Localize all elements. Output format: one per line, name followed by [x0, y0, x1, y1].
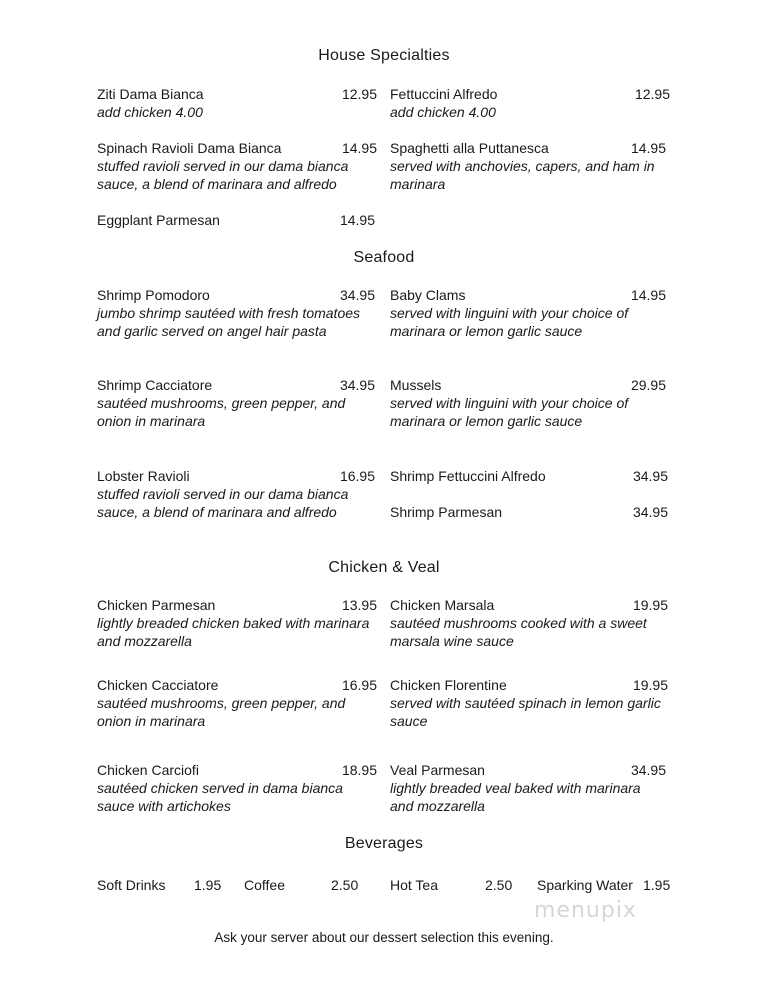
item-desc: stuffed ravioli served in our dama bianca sauce, a blend of marinara and alfredo	[97, 486, 349, 520]
item-price: 18.95	[341, 762, 377, 778]
item-price: 14.95	[341, 140, 377, 156]
menu-item	[390, 676, 668, 730]
beverage-price: 2.50	[485, 877, 513, 893]
item-desc: lightly breaded veal baked with marinara and mozzarella	[390, 780, 641, 814]
item-desc: jumbo shrimp sautéed with fresh tomatoes and garlic served on angel hair pasta	[97, 305, 361, 339]
item-price: 13.95	[341, 597, 377, 613]
menu-item	[97, 85, 377, 121]
item-price: 34.95	[632, 504, 668, 520]
item-price: 12.95	[634, 86, 670, 102]
menu-item	[97, 376, 375, 430]
item-price: 19.95	[632, 597, 668, 613]
item-desc: served with linguini with your choice of marinara or lemon garlic sauce	[390, 305, 629, 339]
item-desc: add chicken 4.00	[390, 104, 496, 120]
item-desc: served with linguini with your choice of marinara or lemon garlic sauce	[390, 395, 629, 429]
item-price: 34.95	[339, 287, 375, 303]
menu-item	[390, 376, 666, 430]
section-heading-house: House Specialties	[318, 47, 450, 64]
item-name: Shrimp Cacciatore	[97, 377, 213, 393]
item-price: 34.95	[630, 762, 666, 778]
menu-item	[97, 286, 375, 340]
item-name: Veal Parmesan	[390, 762, 485, 778]
item-desc: served with anchovies, capers, and ham in marinara	[390, 158, 655, 192]
menu-item	[97, 467, 375, 521]
item-price: 14.95	[630, 287, 666, 303]
beverage-name: Hot Tea	[390, 877, 438, 893]
item-desc: add chicken 4.00	[97, 104, 203, 120]
item-name: Spaghetti alla Puttanesca	[390, 140, 549, 156]
menu-item	[97, 761, 377, 815]
item-desc: stuffed ravioli served in our dama bianca sauce, a blend of marinara and alfredo	[97, 158, 349, 192]
menu-item	[97, 676, 377, 730]
menu-item	[390, 85, 670, 121]
menu-item	[390, 503, 668, 521]
item-name: Shrimp Parmesan	[390, 504, 503, 520]
item-name: Chicken Marsala	[390, 597, 495, 613]
menu-item	[390, 761, 666, 815]
item-name: Mussels	[390, 377, 442, 393]
item-desc: sautéed mushrooms cooked with a sweet marsala wine sauce	[390, 615, 647, 649]
item-price: 14.95	[339, 212, 375, 228]
item-name: Baby Clams	[390, 287, 466, 303]
beverage-item	[244, 876, 359, 894]
beverage-price: 2.50	[331, 877, 359, 893]
item-desc: sautéed chicken served in dama bianca sauce with artichokes	[97, 780, 343, 814]
beverage-price: 1.95	[194, 877, 222, 893]
menu-item	[390, 139, 666, 193]
beverage-price: 1.95	[643, 877, 671, 893]
item-desc: lightly breaded chicken baked with marinara and mozzarella	[97, 615, 370, 649]
menu-item	[390, 286, 666, 340]
beverage-item	[390, 876, 513, 894]
item-name: Chicken Carciofi	[97, 762, 199, 778]
item-desc: served with sautéed spinach in lemon garlic sauce	[390, 695, 661, 729]
beverage-name: Sparking Water	[537, 877, 633, 893]
menu-item	[390, 467, 668, 485]
watermark-logo: menupix	[534, 898, 637, 923]
item-name: Chicken Cacciatore	[97, 677, 219, 693]
beverage-item	[97, 876, 222, 894]
item-name: Chicken Florentine	[390, 677, 507, 693]
item-price: 16.95	[341, 677, 377, 693]
menu-item	[97, 211, 375, 229]
item-name: Fettuccini Alfredo	[390, 86, 498, 102]
section-heading-chicken: Chicken & Veal	[328, 559, 440, 576]
beverage-item	[537, 876, 671, 894]
item-price: 12.95	[341, 86, 377, 102]
item-price: 16.95	[339, 468, 375, 484]
item-name: Lobster Ravioli	[97, 468, 190, 484]
item-name: Chicken Parmesan	[97, 597, 216, 613]
section-heading-beverages: Beverages	[344, 835, 424, 852]
beverage-name: Soft Drinks	[97, 877, 166, 893]
item-name: Spinach Ravioli Dama Bianca	[97, 140, 282, 156]
menu-item	[97, 139, 377, 193]
item-price: 34.95	[339, 377, 375, 393]
footer-note: Ask your server about our dessert selection this evening.	[214, 930, 554, 945]
item-price: 19.95	[632, 677, 668, 693]
menu-item	[97, 596, 377, 650]
item-name: Shrimp Pomodoro	[97, 287, 210, 303]
item-price: 14.95	[630, 140, 666, 156]
item-name: Eggplant Parmesan	[97, 212, 220, 228]
item-desc: sautéed mushrooms, green pepper, and onion in marinara	[97, 695, 346, 729]
item-price: 29.95	[630, 377, 666, 393]
section-heading-seafood: Seafood	[353, 249, 415, 266]
item-name: Ziti Dama Bianca	[97, 86, 204, 102]
item-desc: sautéed mushrooms, green pepper, and onion in marinara	[97, 395, 346, 429]
beverage-name: Coffee	[244, 877, 285, 893]
item-name: Shrimp Fettuccini Alfredo	[390, 468, 546, 484]
menu-item	[390, 596, 668, 650]
item-price: 34.95	[632, 468, 668, 484]
